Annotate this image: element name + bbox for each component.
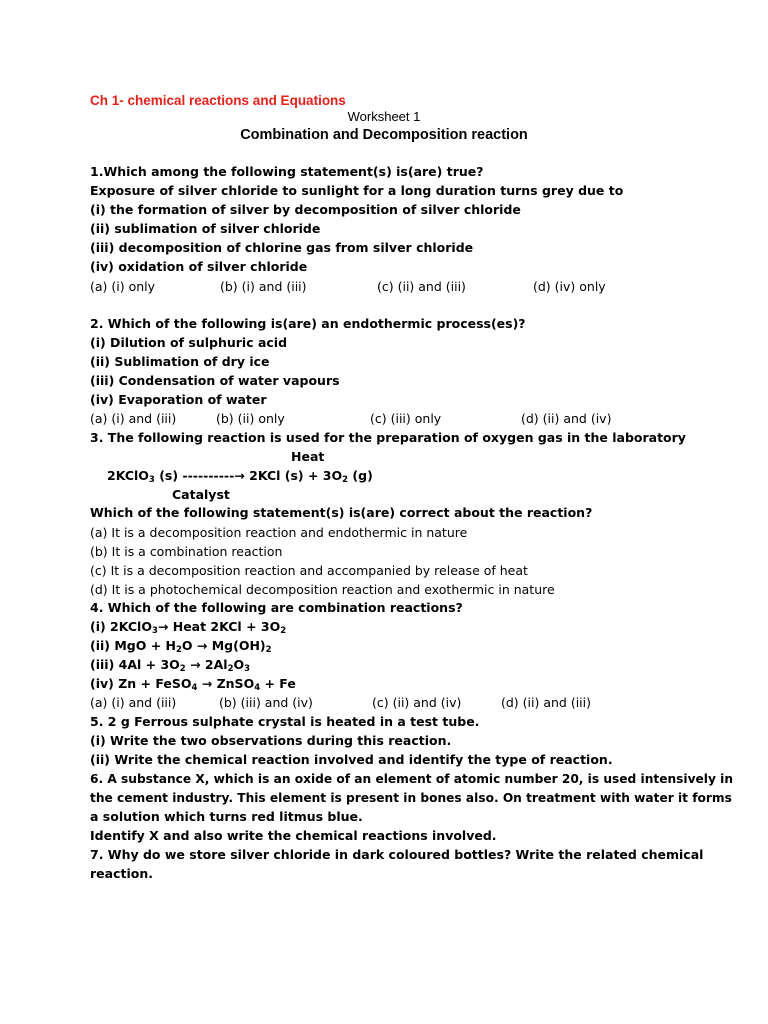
q1-statement-4: (iv) oxidation of silver chloride [90,259,308,274]
q4-r1-part: (i) 2KClO [90,619,152,634]
q2-option-d: (d) (ii) and (iv) [521,411,612,426]
q3-eq-products-state: (g) [348,468,373,483]
q4-r1-sub: 2 [280,626,287,636]
q3-question: 3. The following reaction is used for the preparation of oxygen gas in the laboratory [90,430,686,445]
q4-r2-part: O → Mg(OH) [181,638,266,653]
q3-option-b: (b) It is a combination reaction [90,544,283,559]
q1-statement-3: (iii) decomposition of chlorine gas from silver chloride [90,240,474,255]
q3-option-a: (a) It is a decomposition reaction and endothermic in nature [90,525,468,540]
q2-statement-3: (iii) Condensation of water vapours [90,373,340,388]
q3-option-c: (c) It is a decomposition reaction and accompanied by release of heat [90,563,528,578]
q4-option-b: (b) (iii) and (iv) [219,695,313,710]
q4-r4-sub: 4 [191,683,198,693]
q4-option-c: (c) (ii) and (iv) [372,695,462,710]
worksheet-title: Combination and Decomposition reaction [240,127,528,143]
q4-reaction-2 [90,638,272,654]
q4-r2-sub: 2 [176,645,182,655]
q3-catalyst-label: Catalyst [172,487,230,502]
q4-r2-part: (ii) MgO + H [90,638,176,653]
q3-eq-reactant-state: (s) [154,468,183,483]
q4-r1-part: → Heat 2KCl + 3O [157,619,281,634]
q6-line-1: 6. A substance X, which is an oxide of an element of atomic number 20, is used intensively in [90,772,734,786]
q1-stem: Exposure of silver chloride to sunlight for a long duration turns grey due to [90,183,624,198]
q2-statement-1: (i) Dilution of sulphuric acid [90,335,288,350]
q4-r3-part: O [233,657,245,672]
q4-r1-sub: 3 [151,626,158,636]
q1-statement-2: (ii) sublimation of silver chloride [90,221,321,236]
q4-question: 4. Which of the following are combination reactions? [90,600,463,615]
q7-line-2: reaction. [90,866,153,881]
q1-statement-1: (i) the formation of silver by decomposition of silver chloride [90,202,521,217]
q5-part-1: (i) Write the two observations during this reaction. [90,733,452,748]
q4-r3-part: (iii) 4Al + 3O [90,657,180,672]
q4-r3-sub: 2 [179,664,186,674]
q4-option-d: (d) (ii) and (iii) [501,695,591,710]
q2-option-c: (c) (iii) only [370,411,442,426]
q1-option-d: (d) (iv) only [533,279,606,294]
q2-option-a: (a) (i) and (iii) [90,411,177,426]
q3-stem: Which of the following statement(s) is(are) correct about the reaction? [90,505,593,520]
q4-reaction-4 [90,676,296,692]
q4-reaction-1 [90,619,286,635]
q5-question: 5. 2 g Ferrous sulphate crystal is heated in a test tube. [90,714,480,729]
q4-r3-sub: 3 [244,664,251,674]
q3-equation [107,468,373,484]
q1-option-c: (c) (ii) and (iii) [377,279,466,294]
q6-line-3: a solution which turns red litmus blue. [90,809,363,824]
q3-eq-products-sub: 2 [342,475,349,485]
q1-option-b: (b) (i) and (iii) [220,279,307,294]
q2-statement-4: (iv) Evaporation of water [90,392,267,407]
chapter-heading: Ch 1- chemical reactions and Equations [90,93,346,108]
q4-r3-sub: 2 [227,664,234,674]
q2-statement-2: (ii) Sublimation of dry ice [90,354,270,369]
q5-part-2: (ii) Write the chemical reaction involved and identify the type of reaction. [90,752,613,767]
q4-r4-part: (iv) Zn + FeSO [90,676,192,691]
q4-r4-sub: 4 [254,683,261,693]
q4-option-a: (a) (i) and (iii) [90,695,177,710]
q4-r2-sub: 2 [265,645,272,655]
q4-reaction-3 [90,657,250,673]
worksheet-label: Worksheet 1 [347,109,421,124]
q3-eq-arrow: ----------→ [182,468,245,483]
q2-option-b: (b) (ii) only [216,411,285,426]
q6-line-2: the cement industry. This element is present in bones also. On treatment with water it forms [90,791,732,805]
q3-eq-products: 2KCl (s) + 3O [244,468,343,483]
q2-question: 2. Which of the following is(are) an endothermic process(es)? [90,316,526,331]
q3-eq-reactant: 2KClO [107,468,149,483]
q4-r3-part: → 2Al [185,657,228,672]
q3-option-d: (d) It is a photochemical decomposition reaction and exothermic in nature [90,582,555,597]
q3-eq-reactant-sub: 3 [148,475,155,485]
q1-question: 1.Which among the following statement(s) is(are) true? [90,164,484,179]
q6-line-4: Identify X and also write the chemical reactions involved. [90,828,497,843]
q1-option-a: (a) (i) only [90,279,156,294]
q3-heat-label: Heat [291,449,325,464]
q7-line-1: 7. Why do we store silver chloride in dark coloured bottles? Write the related chemical [90,847,704,862]
q4-r4-part: + Fe [260,676,296,691]
q4-r4-part: → ZnSO [197,676,255,691]
